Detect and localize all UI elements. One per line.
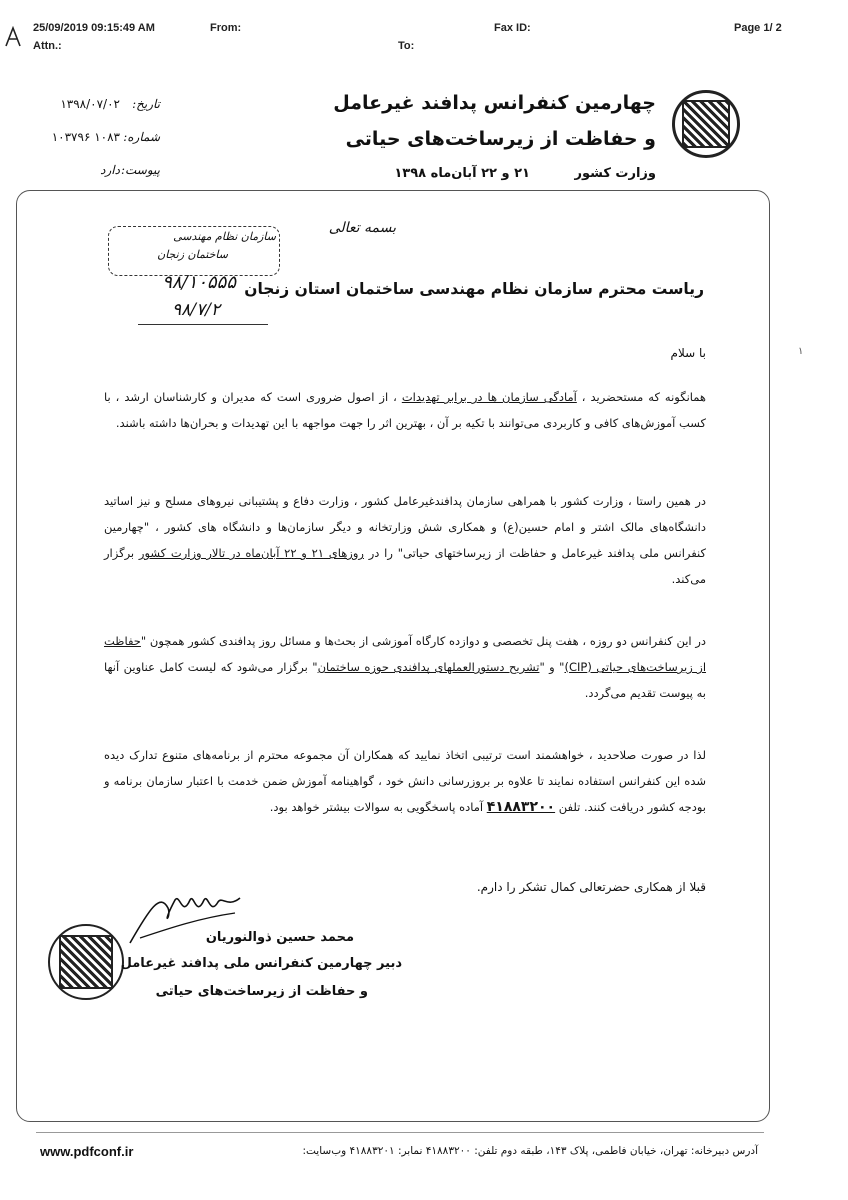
p3-underline-cip: حفاظت از زیرساخت‌های حیاتی (CIP) [104,634,707,674]
greeting: با سلام [670,346,706,360]
letterhead-dates: ۲۱ و ۲۲ آبان‌ماه ۱۳۹۸ [394,166,530,181]
footer-rule [36,1132,764,1133]
paragraph-3: در این کنفرانس دو روزه ، هفت پنل تخصصی و دوازده کارگاه آموزشی از بحث‌ها و مسائل روز پدافندی کشور همچون "حفاظت از زیرساخت‌های حیاتی (CIP)" و "تشریح دستورالعملهای پدافندی حوزه ساختمان" برگزار می‌شود که لیست کامل عناوین آنها به پیوست تقدیم می‌گردد. [104,634,707,700]
closing: قبلا از همکاری حضرتعالی کمال تشکر را دارم. [476,880,706,894]
paragraph-1: همانگونه که مستحضرید ، آمادگی سازمان ها در برابر تهدیدات ، از اصول ضروری است که مدیران و کارشناسان ارشد ، با کسب آموزش‌های کافی و کاربردی می‌توانند با تکیه بر آن ، بهترین اثر را جهت مواجهه با این تهدیدات و بحران‌ها داشته باشند. [104,390,706,430]
letterhead-title-line2: و حفاظت از زیرساخت‌های حیاتی [345,128,656,150]
stamp-line1: سازمان نظام مهندسی [173,230,276,243]
fax-datetime: 25/09/2019 09:15:49 AM [33,22,155,34]
fax-attn-label: Attn.: [33,40,62,52]
p1-underline: آمادگی سازمان ها در برابر تهدیدات [401,390,577,404]
fax-page-label: Page 1/ 2 [734,22,782,34]
fax-id-label: Fax ID: [494,22,531,34]
footer-address: آدرس دبیرخانه: تهران، خیابان فاطمی، پلاک ۱۴۳، طبقه دوم تلفن: ۴۱۸۸۳۲۰۰ نمابر: ۴۱۸۸۳۲۰۱ وب‌سایت: [302,1145,758,1157]
number-value: ۱۰۸۳ ۱۰۳۷۹۶ [51,130,120,144]
date-value: ۱۳۹۸/۰۷/۰۲ [60,97,120,111]
attachment-label: پیوست: [120,163,160,177]
footer-website[interactable]: www.pdfconf.ir [40,1144,134,1159]
stamp-number: ۹۸/۱۰۵۵۵ [162,272,236,293]
paragraph-2: در همین راستا ، وزارت کشور با همراهی سازمان پدافندغیرعامل کشور ، وزارت دفاع و پشتیبانی نیروهای مسلح و نیز اساتید دانشگاه‌های مالک اشتر و امام حسین(ع) و همکاری شش وزارتخانه و دیگر سازمان‌ها و دانشگاه های کشور ، "چهارمین کنفرانس ملی پدافند غیرعامل و حفاظت از زیرساختهای حیاتی" را در روزهای ۲۱ و ۲۲ آبان‌ماه در تالار وزارت کشور برگزار می‌کند. [104,494,706,586]
signer-name: محمد حسین ذوالنوریان [205,930,354,945]
paragraph-4: لذا در صورت صلاحدید ، خواهشمند است ترتیبی اتخاذ نمایید که همکاران آن مجموعه محترم از برنامه‌های متنوع تدارک دیده شده این کنفرانس استفاده نمایند تا علاوه بر بروزرسانی دانش خود ، گواهینامه آموزش ضمن خدمت با اعتبار سازمان برنامه و بودجه کشور دریافت کنند. تلفن ۴۱۸۸۳۲۰۰ آماده پاسخگویی به سوالات بیشتر خواهد بود. [104,748,706,815]
p3-underline-building: تشریح دستورالعملهای پدافندی حوزه ساختمان [317,660,540,674]
fax-to-label: To: [398,40,415,52]
signature-seal [48,924,124,1000]
addressee: ریاست محترم سازمان نظام مهندسی ساختمان استان زنجان [244,280,704,298]
margin-mark: ۱ [798,346,804,357]
signer-title1: دبیر چهارمین کنفرانس ملی پدافند غیرعامل [120,956,402,971]
stamp-line2: ساختمان زنجان [157,248,228,261]
fax-from-label: From: [210,22,242,34]
invocation: بسمه تعالی [328,220,396,236]
number-label: شماره: [123,130,160,144]
attachment-value: دارد [100,163,120,177]
letterhead-title-line1: چهارمین کنفرانس پدافند غیرعامل [333,92,656,114]
conference-logo [672,90,740,158]
letterhead-ministry: وزارت کشور [574,166,656,181]
stamp-date: ۹۸/۷/۲ [172,300,220,320]
p4-phone: ۴۱۸۸۳۲۰۰ [486,799,556,815]
date-label: تاریخ: [132,97,160,111]
p2-underline: روزهای ۲۱ و ۲۲ آبان‌ماه در تالار وزارت کشور [138,546,364,560]
signer-title2: و حفاظت از زیرساخت‌های حیاتی [155,984,368,999]
fax-margin-icon [4,26,22,52]
